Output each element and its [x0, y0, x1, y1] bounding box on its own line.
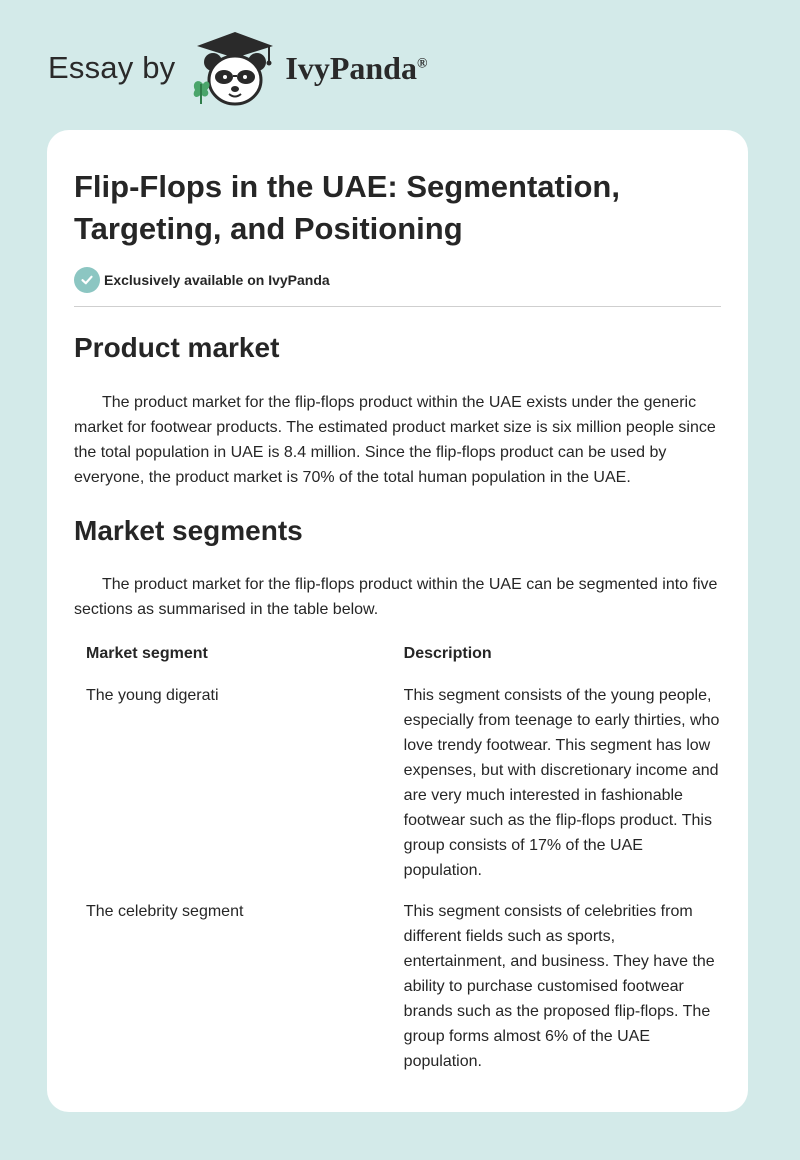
brand-name — [285, 50, 427, 87]
section-paragraph-product-market: The product market for the flip-flops product within the UAE exists under the generic market for footwear products. The estimated product market size is six million people since the total population in UAE is 8.4 million. Since the flip-flops product can be used by everyone, the product market is 70% of the total human population in the UAE. — [74, 394, 716, 486]
table-row — [74, 899, 721, 1090]
check-icon — [74, 267, 100, 293]
exclusive-badge-text: Exclusively available on IvyPanda — [104, 272, 330, 288]
table-row — [74, 683, 721, 899]
brand-name-text: IvyPanda — [285, 49, 417, 86]
table-cell-description: This segment consists of the young people, especially from teenage to early thirties, who love trendy footwear. This segment has low expenses, but with discretionary income and are very much interested in fashionable footwear such as the flip-flops product. This group consists of 17% of the UAE population. — [403, 687, 720, 879]
section-heading-market-segments: Market segments — [74, 515, 303, 546]
table-cell-segment: The celebrity segment — [86, 903, 244, 920]
table-header-row — [74, 641, 721, 683]
table-header-description: Description — [403, 645, 492, 662]
exclusive-badge — [74, 267, 721, 307]
segments-table — [74, 641, 721, 1090]
article-title: Flip-Flops in the UAE: Segmentation, Targeting, and Positioning — [74, 169, 620, 246]
panda-graduate-logo-icon[interactable] — [189, 28, 281, 108]
article-card — [47, 130, 748, 1112]
section-paragraph-market-segments: The product market for the flip-flops product within the UAE can be segmented into five sections as summarised in the table below. — [74, 576, 718, 618]
section-heading-product-market: Product market — [74, 332, 280, 363]
table-header-segment: Market segment — [86, 645, 208, 662]
table-cell-segment: The young digerati — [86, 687, 219, 704]
essay-by-label: Essay by — [48, 50, 176, 85]
registered-mark: ® — [416, 55, 428, 71]
site-header — [48, 28, 427, 108]
table-cell-description: This segment consists of celebrities from different fields such as sports, entertainment, and business. They have the ability to purchase customised footwear brands such as the proposed flip-flops. The group forms almost 6% of the UAE population. — [403, 903, 715, 1070]
